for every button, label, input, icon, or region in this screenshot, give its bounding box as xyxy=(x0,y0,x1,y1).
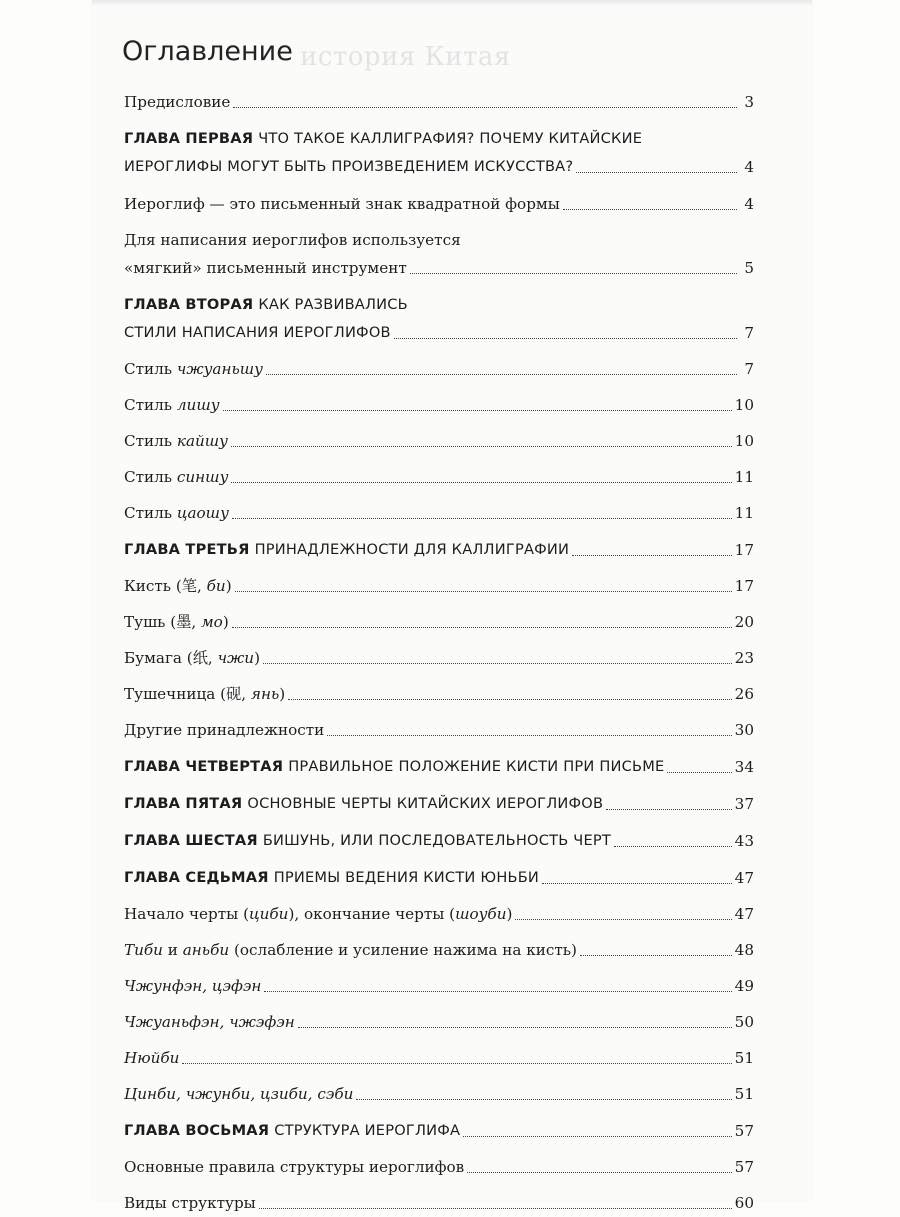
toc-entry-zhuanfeng[interactable] xyxy=(124,1008,754,1036)
dot-leader xyxy=(563,209,737,210)
entry-term: чжуаньшу xyxy=(176,360,263,378)
dot-leader xyxy=(667,772,731,773)
entry-term: Нюйби xyxy=(124,1049,180,1067)
chapter-label: ГЛАВА ПЕРВАЯ xyxy=(124,130,254,147)
chapter-title-line1: КАК РАЗВИВАЛИСЬ xyxy=(258,296,408,313)
toc-entry-chapter-2[interactable] xyxy=(124,290,754,347)
dot-leader xyxy=(232,518,732,519)
page-number: 51 xyxy=(734,1085,754,1103)
entry-prefix: Бумага (纸, xyxy=(124,649,218,667)
toc-entry-chapter-1[interactable] xyxy=(124,124,754,181)
dot-leader xyxy=(288,699,732,700)
chapter-title-line2: ИЕРОГЛИФЫ МОГУТ БЫТЬ ПРОИЗВЕДЕНИЕМ ИСКУССТВА? xyxy=(124,158,574,175)
entry-term: чжи xyxy=(217,649,255,667)
entry-term: Чжунфэн, цэфэн xyxy=(124,977,262,995)
bleed-through-text: история Китая xyxy=(300,42,511,72)
entry-suffix: ) xyxy=(225,577,232,595)
entry-suffix: ) xyxy=(222,613,229,631)
dot-leader xyxy=(223,410,732,411)
entry-prefix: Стиль xyxy=(124,396,177,414)
chapter-title-line2: СТИЛИ НАПИСАНИЯ ИЕРОГЛИФОВ xyxy=(124,324,391,341)
entry-term: мо xyxy=(201,613,223,631)
dot-leader xyxy=(463,1136,731,1137)
entry-part: ) xyxy=(506,905,513,923)
dot-leader xyxy=(231,446,732,447)
chapter-label: ГЛАВА ВОСЬМАЯ xyxy=(124,1122,270,1139)
page-number: 57 xyxy=(734,1122,754,1140)
dot-leader xyxy=(580,955,732,956)
dot-leader xyxy=(298,1027,732,1028)
chapter-title: ОСНОВНЫЕ ЧЕРТЫ КИТАЙСКИХ ИЕРОГЛИФОВ xyxy=(247,795,604,812)
entry-prefix: Стиль xyxy=(124,504,177,522)
toc-entry-soft-instrument[interactable] xyxy=(124,226,754,282)
toc-entry-brush[interactable] xyxy=(124,572,754,600)
dot-leader xyxy=(572,555,732,556)
entry-prefix: Тушь (墨, xyxy=(124,613,202,631)
chapter-title-line1: ЧТО ТАКОЕ КАЛЛИГРАФИЯ? ПОЧЕМУ КИТАЙСКИЕ xyxy=(258,130,643,147)
dot-leader xyxy=(410,273,737,274)
toc-entry-ink[interactable] xyxy=(124,608,754,636)
dot-leader xyxy=(576,172,737,173)
entry-term: Тиби xyxy=(124,941,163,959)
chapter-label: ГЛАВА ШЕСТАЯ xyxy=(124,832,258,849)
page-number: 34 xyxy=(734,758,754,776)
entry-term: синшу xyxy=(176,468,229,486)
page-number: 51 xyxy=(734,1049,754,1067)
dot-leader xyxy=(259,1208,732,1209)
toc-entry-style-xingshu[interactable] xyxy=(124,463,754,491)
entry-term: Чжуаньфэн, чжэфэн xyxy=(124,1013,295,1031)
dot-leader xyxy=(231,482,731,483)
dot-leader xyxy=(614,846,732,847)
toc-entry-style-kaishu[interactable] xyxy=(124,427,754,455)
entry-term: цаошу xyxy=(176,504,229,522)
toc-entry-niubi[interactable] xyxy=(124,1044,754,1072)
toc-entry-structure-rules[interactable] xyxy=(124,1153,754,1181)
entry-prefix: Тушечница (砚, xyxy=(124,685,251,703)
page-title: Оглавление xyxy=(122,36,293,67)
entry-suffix: ) xyxy=(254,649,261,667)
toc-entry-inkstone[interactable] xyxy=(124,680,754,708)
chapter-title: ПРИЕМЫ ВЕДЕНИЯ КИСТИ ЮНЬБИ xyxy=(273,869,540,886)
toc-entry-chapter-4[interactable] xyxy=(124,752,754,781)
dot-leader xyxy=(542,883,732,884)
dot-leader xyxy=(264,991,731,992)
toc-entry-structure-types[interactable] xyxy=(124,1189,754,1217)
toc-entry-style-lishu[interactable] xyxy=(124,391,754,419)
page-number: 11 xyxy=(734,504,754,522)
toc-entry-tibi-anbi[interactable] xyxy=(124,936,754,964)
page-number: 7 xyxy=(744,324,754,342)
entry-term: би xyxy=(206,577,226,595)
toc-entry-chapter-8[interactable] xyxy=(124,1116,754,1145)
toc-entry-chapter-7[interactable] xyxy=(124,863,754,892)
toc-entry-other-tools[interactable] xyxy=(124,716,754,744)
entry-term: шоуби xyxy=(455,905,507,923)
page-number: 47 xyxy=(734,905,754,923)
page-number: 20 xyxy=(734,613,754,631)
dot-leader xyxy=(232,627,732,628)
page-number: 5 xyxy=(744,259,754,277)
page-top-edge xyxy=(92,0,812,6)
page-number: 47 xyxy=(734,869,754,887)
entry-text: Основные правила структуры иероглифов xyxy=(124,1158,465,1176)
dot-leader xyxy=(182,1063,731,1064)
entry-part: (ослабление и усиление нажима на кисть) xyxy=(229,941,577,959)
entry-part: и xyxy=(162,941,183,959)
toc-entry-style-caoshu[interactable] xyxy=(124,499,754,527)
chapter-label: ГЛАВА ЧЕТВЕРТАЯ xyxy=(124,758,284,775)
page-number: 23 xyxy=(734,649,754,667)
dot-leader xyxy=(394,338,737,339)
dot-leader xyxy=(327,735,731,736)
toc-entry-chapter-5[interactable] xyxy=(124,789,754,818)
page-number: 11 xyxy=(734,468,754,486)
toc-entry-zhongfeng[interactable] xyxy=(124,972,754,1000)
page-number: 30 xyxy=(734,721,754,739)
dot-leader xyxy=(515,919,731,920)
entry-term: циби xyxy=(249,905,289,923)
toc-entry-preface[interactable] xyxy=(124,88,754,116)
toc-entry-hieroglyph-sign[interactable] xyxy=(124,190,754,218)
page-number: 17 xyxy=(734,577,754,595)
dot-leader xyxy=(356,1099,731,1100)
chapter-title: СТРУКТУРА ИЕРОГЛИФА xyxy=(274,1122,461,1139)
page-number: 26 xyxy=(734,685,754,703)
entry-prefix: Стиль xyxy=(124,468,177,486)
entry-text: Виды структуры xyxy=(124,1194,256,1212)
entry-term: кайшу xyxy=(176,432,228,450)
page-number: 49 xyxy=(734,977,754,995)
table-of-contents xyxy=(124,88,754,1217)
page-number: 4 xyxy=(744,158,754,176)
page-number: 7 xyxy=(744,360,754,378)
entry-text-line2: «мягкий» письменный инструмент xyxy=(124,259,407,277)
entry-term: Цинби, чжунби, цзиби, сэби xyxy=(124,1085,354,1103)
page-number: 17 xyxy=(734,541,754,559)
page-number: 10 xyxy=(734,432,754,450)
chapter-title: БИШУНЬ, ИЛИ ПОСЛЕДОВАТЕЛЬНОСТЬ ЧЕРТ xyxy=(262,832,611,849)
page-number: 60 xyxy=(734,1194,754,1212)
dot-leader xyxy=(235,591,732,592)
toc-entry-style-zhuanshu[interactable] xyxy=(124,355,754,383)
page-number: 3 xyxy=(744,93,754,111)
page-number: 4 xyxy=(744,195,754,213)
dot-leader xyxy=(263,663,732,664)
chapter-label: ГЛАВА ПЯТАЯ xyxy=(124,795,243,812)
dot-leader xyxy=(266,374,737,375)
entry-term: лишу xyxy=(176,396,220,414)
entry-suffix: ) xyxy=(279,685,286,703)
entry-part: Начало черты ( xyxy=(124,905,250,923)
chapter-title: ПРИНАДЛЕЖНОСТИ ДЛЯ КАЛЛИГРАФИИ xyxy=(254,541,570,558)
toc-entry-chapter-3[interactable] xyxy=(124,535,754,564)
chapter-title: ПРАВИЛЬНОЕ ПОЛОЖЕНИЕ КИСТИ ПРИ ПИСЬМЕ xyxy=(288,758,665,775)
entry-text: Другие принадлежности xyxy=(124,721,325,739)
entry-term: аньби xyxy=(182,941,230,959)
dot-leader xyxy=(233,107,737,108)
toc-entry-qingbi[interactable] xyxy=(124,1080,754,1108)
page-number: 37 xyxy=(734,795,754,813)
chapter-label: ГЛАВА ТРЕТЬЯ xyxy=(124,541,250,558)
entry-text: Иероглиф — это письменный знак квадратной формы xyxy=(124,195,560,213)
entry-part: ), окончание черты ( xyxy=(288,905,456,923)
toc-entry-chapter-6[interactable] xyxy=(124,826,754,855)
entry-prefix: Кисть (笔, xyxy=(124,577,207,595)
chapter-label: ГЛАВА ВТОРАЯ xyxy=(124,296,254,313)
page-number: 57 xyxy=(734,1158,754,1176)
entry-prefix: Стиль xyxy=(124,360,177,378)
entry-text: Предисловие xyxy=(124,93,231,111)
page-number: 50 xyxy=(734,1013,754,1031)
chapter-label: ГЛАВА СЕДЬМАЯ xyxy=(124,869,269,886)
page-number: 43 xyxy=(734,832,754,850)
entry-term: янь xyxy=(250,685,280,703)
page-number: 48 xyxy=(734,941,754,959)
page-number: 10 xyxy=(734,396,754,414)
entry-text-line1: Для написания иероглифов используется xyxy=(124,231,461,249)
toc-entry-paper[interactable] xyxy=(124,644,754,672)
entry-prefix: Стиль xyxy=(124,432,177,450)
toc-entry-stroke-start-end[interactable] xyxy=(124,900,754,928)
dot-leader xyxy=(467,1172,731,1173)
dot-leader xyxy=(606,809,731,810)
